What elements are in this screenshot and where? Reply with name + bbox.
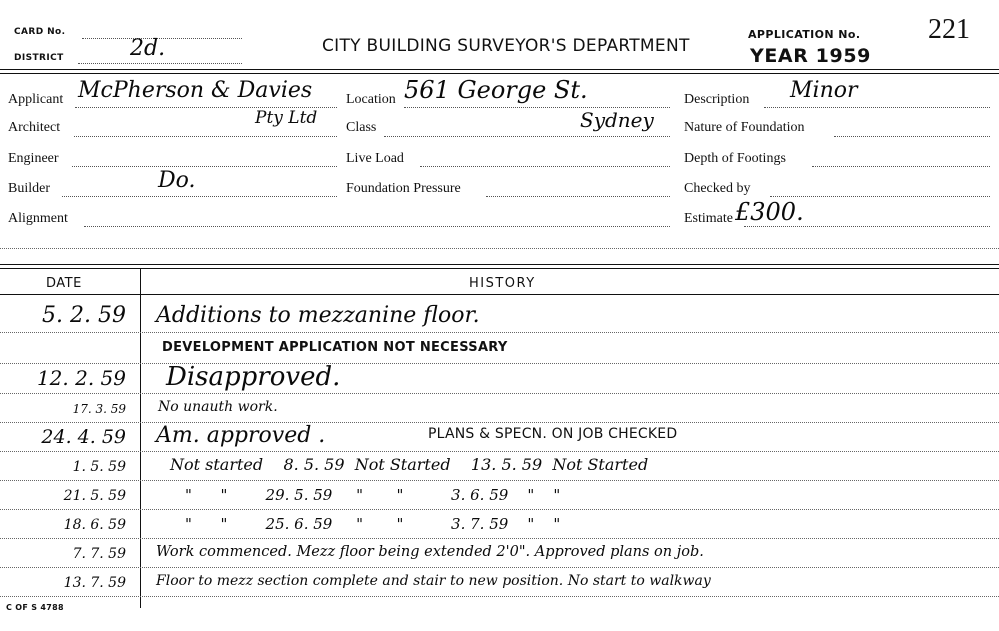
department-title: CITY BUILDING SURVEYOR'S DEPARTMENT bbox=[322, 36, 690, 56]
row-text: Not started 8. 5. 59 Not Started 13. 5. 59 Not Started bbox=[170, 455, 649, 474]
row-line bbox=[0, 393, 999, 394]
row-line bbox=[0, 480, 999, 481]
row-text: Disapproved. bbox=[166, 362, 341, 392]
alignment-line bbox=[84, 226, 670, 227]
liveload-label: Live Load bbox=[346, 151, 404, 166]
builder-label: Builder bbox=[8, 181, 50, 196]
location-value: 561 George St. bbox=[404, 76, 588, 104]
row-date: 17. 3. 59 bbox=[72, 402, 126, 416]
row-text: Floor to mezz section complete and stair to new position. No start to walkway bbox=[156, 573, 711, 589]
nature-line bbox=[834, 136, 990, 137]
class-label: Class bbox=[346, 120, 377, 135]
row-text: " " 29. 5. 59 " " 3. 6. 59 " " bbox=[185, 486, 561, 504]
row-date: 7. 7. 59 bbox=[72, 546, 126, 562]
depth-line bbox=[812, 166, 990, 167]
row-line bbox=[0, 538, 999, 539]
plans-checked-stamp: PLANS & SPECN. ON JOB CHECKED bbox=[428, 426, 678, 442]
year-label: YEAR 1959 bbox=[750, 45, 871, 67]
class-line bbox=[384, 136, 670, 137]
district-label: DISTRICT bbox=[14, 53, 64, 63]
row-date: 1. 5. 59 bbox=[72, 459, 126, 475]
engineer-line bbox=[72, 166, 337, 167]
row-line bbox=[0, 596, 999, 597]
liveload-line bbox=[420, 166, 670, 167]
architect-label: Architect bbox=[8, 120, 61, 135]
header-rule-2 bbox=[0, 73, 999, 74]
row-line bbox=[0, 332, 999, 333]
row-line bbox=[0, 363, 999, 364]
checked-label: Checked by bbox=[684, 181, 751, 196]
district-line bbox=[78, 63, 242, 64]
row-date: 5. 2. 59 bbox=[42, 303, 126, 328]
development-stamp: DEVELOPMENT APPLICATION NOT NECESSARY bbox=[162, 340, 508, 355]
depth-label: Depth of Footings bbox=[684, 151, 786, 166]
fields-bottom-dotted bbox=[0, 248, 999, 249]
foundation-pressure-line bbox=[486, 196, 670, 197]
row-line bbox=[0, 422, 999, 423]
table-header-rule bbox=[0, 294, 999, 295]
row-date: 18. 6. 59 bbox=[63, 517, 126, 533]
row-line bbox=[0, 567, 999, 568]
application-label: APPLICATION No. bbox=[748, 28, 861, 41]
checked-line bbox=[770, 196, 990, 197]
date-header: DATE bbox=[46, 276, 82, 291]
estimate-value: £300. bbox=[735, 198, 804, 226]
form-code: C OF S 4788 bbox=[6, 603, 64, 612]
table-top-rule-1 bbox=[0, 264, 999, 265]
row-text: Work commenced. Mezz floor being extended 2'0". Approved plans on job. bbox=[156, 544, 704, 560]
application-number: 221 bbox=[928, 14, 970, 45]
location-label: Location bbox=[346, 92, 396, 107]
architect-line bbox=[74, 136, 337, 137]
estimate-label: Estimate bbox=[684, 211, 733, 226]
header-rule-1 bbox=[0, 69, 999, 70]
estimate-line bbox=[744, 226, 990, 227]
card-no-label: CARD No. bbox=[14, 27, 66, 37]
row-text: " " 25. 6. 59 " " 3. 7. 59 " " bbox=[185, 515, 561, 533]
row-text: Additions to mezzanine floor. bbox=[156, 303, 480, 328]
row-date: 12. 2. 59 bbox=[36, 366, 126, 390]
description-value: Minor bbox=[790, 78, 858, 103]
row-date: 21. 5. 59 bbox=[63, 488, 126, 504]
row-line bbox=[0, 451, 999, 452]
location-value-2: Sydney bbox=[580, 108, 654, 132]
engineer-label: Engineer bbox=[8, 151, 59, 166]
table-top-rule-2 bbox=[0, 268, 999, 269]
applicant-value: McPherson & Davies bbox=[78, 78, 313, 103]
history-header: HISTORY bbox=[469, 276, 536, 291]
district-value: 2d. bbox=[130, 36, 166, 61]
row-date: 13. 7. 59 bbox=[63, 575, 126, 591]
column-divider bbox=[140, 268, 141, 608]
builder-line bbox=[62, 196, 337, 197]
applicant-value-2: Pty Ltd bbox=[255, 108, 318, 128]
row-text: Am. approved . bbox=[156, 423, 326, 448]
description-label: Description bbox=[684, 92, 750, 107]
row-line bbox=[0, 509, 999, 510]
row-date: 24. 4. 59 bbox=[41, 426, 126, 448]
alignment-label: Alignment bbox=[8, 211, 68, 226]
applicant-label: Applicant bbox=[8, 92, 64, 107]
foundation-pressure-label: Foundation Pressure bbox=[346, 181, 461, 196]
row-text: No unauth work. bbox=[158, 399, 278, 415]
builder-value: Do. bbox=[158, 168, 196, 193]
nature-label: Nature of Foundation bbox=[684, 120, 805, 135]
description-line bbox=[764, 107, 990, 108]
